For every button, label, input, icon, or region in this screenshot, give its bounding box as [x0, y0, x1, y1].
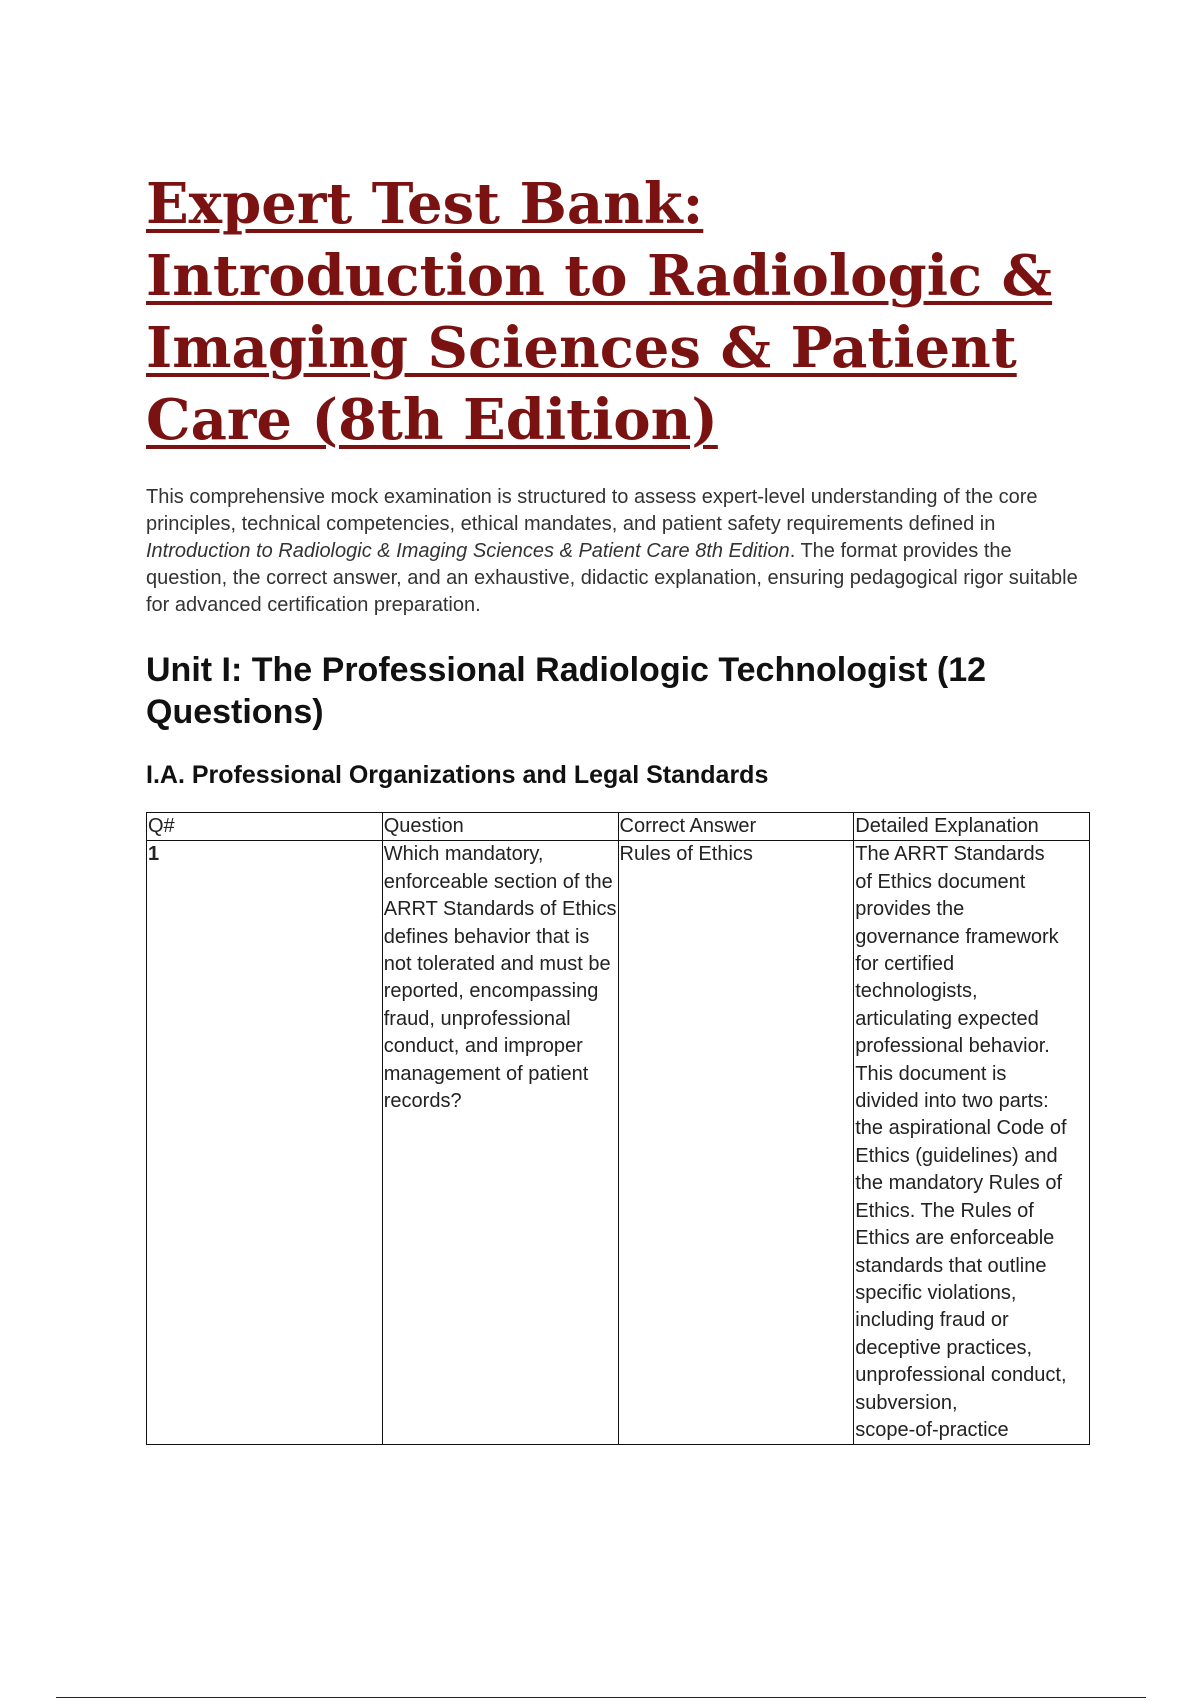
explanation-line: professional behavior. [855, 1035, 1050, 1058]
explanation-line: subversion, [855, 1391, 958, 1414]
explanation-line: Ethics. The Rules of [855, 1199, 1034, 1222]
title-line: Care (8th Edition) [146, 387, 718, 453]
header-answer: Correct Answer [618, 813, 854, 841]
explanation-line: of Ethics document [855, 870, 1026, 893]
explanation-line: technologists, [855, 980, 978, 1003]
explanation-line: This document is [855, 1062, 1007, 1085]
intro-paragraph [146, 484, 1090, 619]
correct-answer: Rules of Ethics [618, 841, 854, 1445]
explanation-line: the mandatory Rules of [855, 1172, 1063, 1195]
title-line: Introduction to Radiologic & [146, 243, 1053, 309]
table-header-row [147, 813, 1090, 841]
detailed-explanation [854, 841, 1090, 1445]
header-qnum: Q# [147, 813, 383, 841]
explanation-line: Ethics are enforceable [855, 1227, 1055, 1250]
explanation-line: governance framework [855, 925, 1059, 948]
explanation-line: divided into two parts: [855, 1090, 1049, 1113]
explanation-line: scope-of-practice [855, 1418, 1009, 1441]
question-number: 1 [147, 841, 383, 1445]
document-page [146, 168, 1090, 1441]
table-row [147, 841, 1090, 1445]
explanation-line: Ethics (guidelines) and [855, 1144, 1058, 1167]
intro-text-before: This comprehensive mock examination is structured to assess expert-level understanding of the core principles, technical competencies, ethical mandates, and patient safety requirements defined in [146, 486, 1038, 535]
title-line: Expert Test Bank: [146, 171, 704, 237]
title-line: Imaging Sciences & Patient [146, 315, 1017, 381]
explanation-line: standards that outline [855, 1254, 1047, 1277]
explanation-line: for certified [855, 953, 955, 976]
unit-heading: Unit I: The Professional Radiologic Technologist (12 Questions) [146, 651, 987, 731]
explanation-line: the aspirational Code of [855, 1117, 1067, 1140]
explanation-line: specific violations, [855, 1281, 1017, 1304]
header-explanation: Detailed Explanation [854, 813, 1090, 841]
section-heading: I.A. Professional Organizations and Legal Standards [146, 761, 769, 789]
header-question: Question [382, 813, 618, 841]
explanation-line: provides the [855, 898, 965, 921]
explanation-line: The ARRT Standards [855, 843, 1045, 866]
question-text: Which mandatory, enforceable section of the ARRT Standards of Ethics defines behavior that is not tolerated and must be reported, encompassing fraud, unprofessional conduct, and improper management of patient records? [382, 841, 618, 1445]
intro-book-title: Introduction to Radiologic & Imaging Sciences & Patient Care 8th Edition [146, 540, 790, 562]
intro-text-after: . The format provides the question, the correct answer, and an exhaustive, didactic explanation, ensuring pedagogical rigor suitable for advanced certification preparation. [146, 540, 1078, 616]
explanation-line: including fraud or [855, 1309, 1009, 1332]
page-bottom-rule [56, 1697, 1146, 1698]
explanation-line: articulating expected [855, 1007, 1039, 1030]
explanation-line: deceptive practices, [855, 1336, 1033, 1359]
explanation-line: unprofessional conduct, [855, 1364, 1067, 1387]
document-title [146, 168, 1090, 456]
question-table [146, 812, 1090, 1445]
